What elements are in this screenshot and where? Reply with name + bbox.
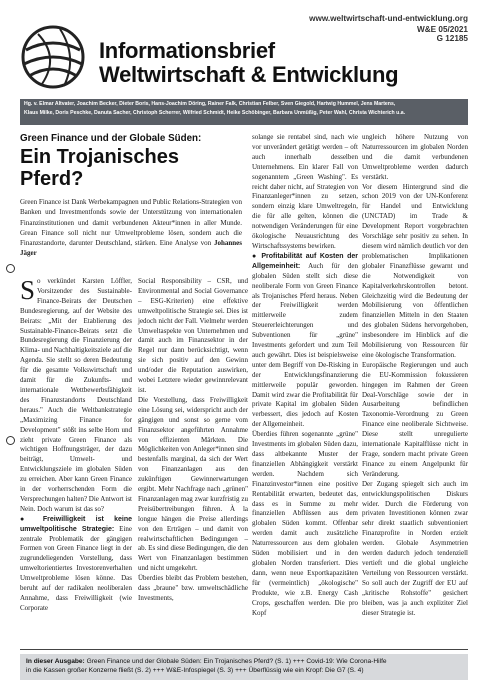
contents-label: In dieser Ausgabe: xyxy=(26,658,85,665)
column-text: Der Zugang spiegelt sich auch im entwicklungspolitischen Diskurs wider. Durch die Förderung von privaten Investitionen können zwar sehr direkt staatlich subventioniert Finanzprofite in Norden erzielt werden. Globale Asymmetrien werden dadurch jedoch tendenziell vertieft und die global ungleiche Verteilung von Ressourcen verstärkt. So soll auch der Zugriff der EU auf „kritische Rohstoffe" gesichert bleiben, was ja auch expliziter Ziel dieser Strategie ist. xyxy=(362,479,468,617)
issue-contents-box xyxy=(20,654,468,680)
contents-text: Green Finance und der Globale Süden: Ein Trojanisches Pferd? (S. 1) +++ Covid-19: Wie Corona-Hilfe xyxy=(84,658,387,665)
article-column-3 xyxy=(252,133,358,645)
column-text: Social Responsibility – CSR, und Environmental and Social Governance – ESG-Kriterien) eine effektive umweltpolitische Strategie sei. Dies ist jedoch nicht der Fall. Vielmehr werden Umweltaspekte von Unternehmen und damit auch im Finanzsektor in der Regel nur dann berücksichtigt, wenn sie sich positiv auf den Gewinn und/oder die Reputation auswirken, wobei Letztere wieder gewinnrelevant ist. xyxy=(138,277,248,394)
editors-line: Hg. v. Elmar Altvater, Joachim Becker, Dieter Boris, Hans-Joachim Döring, Rainer Falk, Christian Felber, Sven Giegold, Hartwig Hummel, Jens Martens, xyxy=(24,101,396,107)
article-lead xyxy=(20,197,242,259)
punch-hole xyxy=(6,436,15,445)
contents-text: in die Kassen großer Konzerne fließt (S. 2) +++ W&E-Infospiegel (S. 3) +++ Überflüssig wie ein Kropf: Die G7 (S. 4) xyxy=(26,667,364,675)
masthead-title-line1: Informationsbrief xyxy=(99,38,275,63)
subheading: ● Profitabilität auf Kosten der Allgemeinheit: xyxy=(252,252,358,270)
article-column-1 xyxy=(20,277,132,645)
lead-text: Green Finance ist Dank Werbekampagnen und Public Relations-Strategien von Banken und Investmentfonds sowie der Unterstützung von internationalen Finanzinstitutionen und damit verbundenen Akteur*innen in aller Munde. Grean Finance soll nicht nur Umweltprobleme lösen, sondern auch die Finanzstandorte, darunter Deutschland, stärken. Eine Analyse von xyxy=(20,198,242,248)
column-text: Auch für den globalen Süden stellt sich diese neoliberale Form von Green Finance als Trojanisches Pferd heraus. Neben der Freiwilligkeit werden mittlerweile zudem Steuererleichterungen und Subventionen für „grüne" Investments gefordert und zum Teil auch gewährt. Dies ist beispielsweise unter dem Begriff von De-Risking in der Entwicklungsfinanzierung mittlerweile populär geworden. Damit wird zwar die Profitabilität für private Kapital im globalen Süden verbessert, dies jedoch auf Kosten der Allgemeinheit. xyxy=(252,261,358,429)
drop-cap: S xyxy=(20,275,36,305)
footer-divider xyxy=(20,649,468,650)
subheading: ● Freiwilligkeit ist keine umweltpolitische Strategie: xyxy=(20,515,132,533)
postal-code: G 12185 xyxy=(436,34,468,43)
article-column-2 xyxy=(138,277,248,645)
headline-line: Ein Trojanisches xyxy=(20,146,179,168)
column-text: Überdies bleibt das Problem bestehen, dass „braune" bzw. umweltschädliche Investments, xyxy=(138,574,248,602)
website-url[interactable]: www.weltwirtschaft-und-entwicklung.org xyxy=(309,14,468,23)
masthead xyxy=(20,14,468,97)
column-text: Eine zentrale Problematik der gängigen Formen von Green Finance liegt in der zugrundeliegenden Vorstellung, dass umweltorientiertes Investorenverhalten Umweltprobleme lösen könne. Das beruht auf der radikalen neoliberalen Annahme, dass Freiwilligkeit (wie Corporate xyxy=(20,524,132,612)
column-text: Europäische Regierungen und auch die EU-Kommission fokussieren hingegen im Rahmen der Green Deal-Vorschläge sowie der in Ausarbeitung befindlichen Taxonomie-Verordnung zu Green Finance eine neoliberale Sichtweise. Diese stellt unregulierte internationale Kapitalflüsse nicht in Frage, sondern macht private Green Finance zu einem Angelpunkt für Veränderung. xyxy=(362,360,468,478)
punch-hole xyxy=(6,264,15,273)
column-text: solange sie rentabel sind, nach wie vor unverändert getätigt werden – oft auch innerhalb desselben Unternehmens. Ein klarer Fall von sogenanntem „Green Washing". Es reicht daher nicht, auf Strategien von Finanzanleger*innen zu setzen, sondern einzig klare Umweltregeln, die für alle gelten, können die notwendigen Veränderungen für eine ökologische Neuausrichtung des Wirtschaftssystems bewirken. xyxy=(252,133,358,250)
article-column-4 xyxy=(362,133,468,645)
column-text: Vor diesem Hintergrund sind die schon 2019 von der UN-Konferenz für Handel und Entwicklung (UNCTAD) im Trade & Development Report vorgebrachten Vorschläge sehr positiv zu sehen. In diesem wird nämlich deutlich vor den problematischen Implikationen globaler Finanzflüsse gewarnt und die Notwendigkeit von Kapitalverkehrskontrollen betont. Gleichzeitig wird die Bedeutung der Mobilisierung von öffentlichen finanziellen Mitteln in den Staaten des globalen Südens hervorgehoben, insbesondere im Hinblick auf die Mobilisierung von Ressourcen für eine ökologische Transformation. xyxy=(362,182,468,359)
lead-author: Johannes Jäger xyxy=(20,239,242,258)
editors-line: Klaus Milke, Doris Peschke, Danuta Sacher, Christoph Scherrer, Wilfried Schmidt, Heike Schöbinger, Barbara Unmüßig, Peter Wahl, Christa Wichterich u.a. xyxy=(24,109,406,116)
column-text: o verkündet Karsten Löffler, Vorsitzender des Sustainable-Finance-Beirats der Deutschen Bundesregierung, auf der Website des Beirats: „Mit der Etablierung des Sustainable-Finance-Beirats setzt die Bundesregierung die Finanzierung der Klima- und Nachhaltigkeitsziele auf die Agenda. Sie stellt so deren Bedeutung für die gesamte Volkswirtschaft und damit für die Zukunfts- und internationale Wettbewerbsfähigkeit des Finanzstandorts Deutschland heraus." Auch die Weltbankstrategie „Maximizing Finance for Development" stößt ins selbe Horn und zieht private Green Finance als wichtigen Hoffnungsträger, der dazu beiträgt, Umwelt- und Entwicklungsziele im globalen Süden zu erreichen. Aber kann Green Finance in der vorherrschenden Form die Versprechungen halten? Die Antwort ist Nein. Doch warum ist das so? xyxy=(20,277,132,513)
column-text: ungleich höhere Nutzung von Naturressourcen im globalen Norden und die damit verbundenen Umweltprobleme werden dadurch verstärkt. xyxy=(362,133,468,181)
masthead-title-line2: Weltwirtschaft & Entwicklung xyxy=(99,62,399,87)
issue-number: W&E 05/2021 xyxy=(417,25,468,34)
article-headline xyxy=(20,146,179,190)
issue-info xyxy=(417,25,468,43)
column-text: Die Vorstellung, dass Freiwilligkeit eine Lösung sei, widerspricht auch der gängigen und sonst so gerne vom Finanzsektor angeführten Annahme von effizienten Märkten. Die Möglichkeiten von Anleger*innen sind bestenfalls marginal, da sich der Wert von Finanzanlagen aus den zukünftigen Gewinnerwartungen ergibt. Mehr Nachfrage nach „grünen" Finanzanlagen mag zwar kurzfristig zu Preisübertreibungen führen. À la longue hängen die Preise allerdings von den Erträgen – und damit von realwirtschaftlichen Bedingungen – ab. Es sind diese Bedingungen, die den Wert von Finanzanlagen bestimmen und nicht umgekehrt. xyxy=(138,395,248,573)
column-text: Überdies führen sogenannte „grüne" Investments im globalen Süden dazu, dass altbekannte Muster der finanziellen Abhängigkeit verstärkt werden. Nachdem sich Finanzinvestor*innen eine positive Rentabilität erwarten, bedeutet das, dass es in Summe zu mehr finanziellen Abflüssen aus dem globalen Süden kommt. Offenbar werden damit auch zusätzliche Naturressourcen aus dem globalen Süden mobilisiert und in den globalen Norden transferiert. Dies dann, wenn neue Exportkapazitäten für (vermeintlich) „ökologische" Produkte, wie z.B. Energy Cash Crops, geschaffen werden. Die pro Kopf xyxy=(252,430,358,617)
article-kicker: Green Finance und der Globale Süden: xyxy=(20,133,202,144)
headline-line: Pferd? xyxy=(20,168,84,190)
editors-bar xyxy=(20,99,468,125)
